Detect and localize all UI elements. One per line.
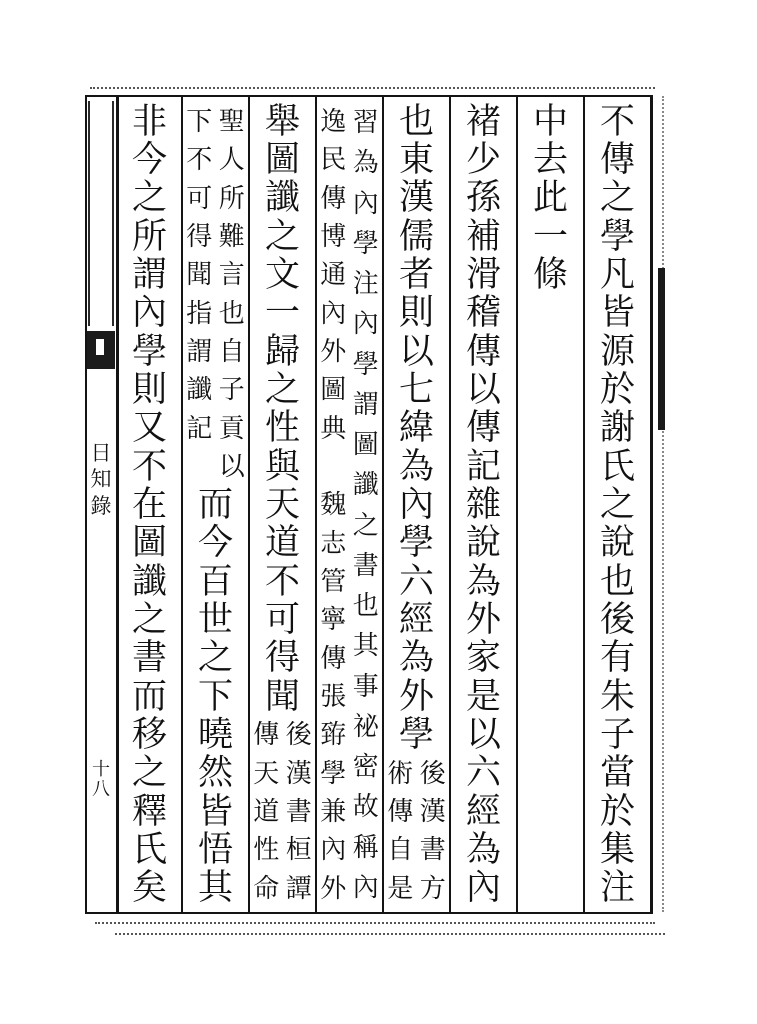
glyph: 後 [419,758,446,789]
fishtail-mark [87,331,115,369]
glyph: 傳 [387,797,414,828]
glyph: 為 [398,638,434,679]
glyph: 聞 [186,260,213,291]
glyph: 博 [320,222,347,253]
glyph: 世 [197,599,233,640]
main-text [250,103,315,716]
glyph: 管 [320,567,347,598]
glyph: 經 [465,791,501,832]
glyph: 之 [131,599,167,640]
glyph: 去 [532,139,568,180]
margin-strip [85,95,117,913]
annotation [183,103,248,486]
glyph: 皆 [599,293,635,334]
glyph: 者 [398,254,434,295]
glyph: 下 [197,676,233,717]
glyph: 圖 [264,139,300,180]
glyph: 術 [387,758,414,789]
text-column-4 [384,103,449,908]
glyph: 讖 [352,470,379,501]
glyph: 張 [320,682,347,713]
glyph: 寧 [320,605,347,636]
right-border [650,95,653,913]
glyph: 祕 [352,711,379,742]
glyph: 補 [465,216,501,257]
text-column-5 [317,103,382,908]
annotation-right-line [283,716,316,908]
glyph: 注 [599,868,635,909]
main-text [451,103,516,908]
glyph: 聖 [218,107,245,138]
glyph: 學 [352,228,379,259]
glyph: 書 [352,550,379,581]
main-text [118,103,181,908]
glyph: 孫 [465,178,501,219]
main-text [183,486,248,908]
glyph: 學 [398,523,434,564]
glyph: 學 [320,758,347,789]
glyph: 子 [599,714,635,755]
glyph: 然 [197,753,233,794]
glyph: 自 [387,835,414,866]
glyph: 桓 [285,835,312,866]
glyph: 氏 [599,446,635,487]
glyph: 典 [320,413,347,444]
glyph: 所 [131,216,167,257]
glyph: 讖 [131,561,167,602]
glyph: 非 [131,101,167,142]
glyph: 儒 [398,216,434,257]
glyph: 七 [398,369,434,410]
glyph: 以 [398,331,434,372]
glyph: 則 [131,369,167,410]
glyph: 漢 [419,797,446,828]
glyph: 今 [131,139,167,180]
glyph: 內 [352,309,379,340]
glyph: 十 [92,759,110,780]
glyph: 道 [264,523,300,564]
bottom-dotted-border-2 [115,933,665,935]
glyph: 臶 [320,720,347,751]
annotation [317,103,382,908]
glyph: 內 [320,298,347,329]
glyph: 密 [352,752,379,783]
glyph: 所 [218,183,245,214]
glyph: 子 [218,375,245,406]
glyph: 讖 [186,375,213,406]
glyph: 也 [352,591,379,622]
text-column-7 [183,103,248,908]
glyph: 外 [320,337,347,368]
annotation-right-line [216,103,249,486]
glyph: 是 [465,676,501,717]
glyph: 之 [131,178,167,219]
annotation-left-line [183,103,216,448]
top-dotted-border [90,87,655,89]
glyph: 雜 [465,484,501,525]
text-column-6 [250,103,315,908]
annotation-left-line-a [317,103,350,448]
glyph: 說 [599,523,635,564]
glyph: 不 [186,145,213,176]
glyph: 內 [398,484,434,525]
glyph: 志 [320,528,347,559]
glyph: 圖 [352,430,379,461]
glyph: 魏 [320,490,347,521]
glyph: 六 [465,753,501,794]
text-column-8 [118,103,181,908]
glyph: 謂 [131,254,167,295]
glyph: 滑 [465,254,501,295]
glyph: 謝 [599,408,635,449]
glyph: 有 [599,638,635,679]
glyph: 不 [599,101,635,142]
glyph: 則 [398,293,434,334]
glyph: 民 [320,145,347,176]
glyph: 也 [398,101,434,142]
annotation-right-line [417,755,450,908]
glyph: 朱 [599,676,635,717]
glyph: 注 [352,269,379,300]
glyph: 漢 [285,758,312,789]
glyph: 之 [352,510,379,541]
glyph: 外 [398,676,434,717]
glyph: 傳 [253,720,280,751]
glyph: 之 [599,178,635,219]
glyph: 今 [197,523,233,564]
glyph: 之 [197,638,233,679]
main-text [384,103,449,755]
glyph: 為 [398,446,434,487]
glyph: 道 [253,797,280,828]
text-column-2 [518,103,583,908]
glyph: 方 [419,873,446,904]
glyph: 少 [465,139,501,180]
glyph: 緯 [398,408,434,449]
margin-book-title [87,440,115,520]
glyph: 學 [599,216,635,257]
glyph: 移 [131,714,167,755]
annotation-gap [317,448,350,486]
glyph: 學 [131,331,167,372]
glyph: 天 [253,758,280,789]
glyph: 不 [264,561,300,602]
glyph: 可 [186,183,213,214]
text-column-3 [451,103,516,908]
glyph: 不 [131,446,167,487]
glyph: 褚 [465,101,501,142]
glyph: 內 [465,868,501,909]
glyph: 通 [320,260,347,291]
main-text [585,103,650,908]
glyph: 言 [218,260,245,291]
glyph: 為 [352,148,379,179]
glyph: 內 [352,188,379,219]
glyph: 釋 [131,791,167,832]
glyph: 內 [131,293,167,334]
glyph: 皆 [197,791,233,832]
glyph: 之 [264,369,300,410]
glyph: 在 [131,484,167,525]
glyph: 學 [398,714,434,755]
glyph: 書 [285,797,312,828]
glyph: 後 [285,720,312,751]
glyph: 自 [218,337,245,368]
glyph: 之 [264,216,300,257]
glyph: 外 [465,599,501,640]
annotation-left-line [250,716,283,908]
glyph: 錄 [90,494,112,519]
glyph: 故 [352,792,379,823]
glyph: 傳 [599,139,635,180]
glyph: 聞 [264,676,300,717]
glyph: 可 [264,599,300,640]
bottom-dotted-border [95,922,655,924]
glyph: 源 [599,331,635,372]
glyph: 漢 [398,178,434,219]
annotation-right-line [350,103,383,908]
glyph: 八 [92,779,110,800]
glyph: 一 [264,293,300,334]
glyph: 條 [532,254,568,295]
glyph: 氏 [131,829,167,870]
glyph: 曉 [197,714,233,755]
glyph: 得 [264,638,300,679]
glyph: 日 [90,440,112,465]
glyph: 以 [218,452,245,483]
glyph: 說 [465,523,501,564]
glyph: 外 [320,873,347,904]
annotation-left-stack [317,103,350,908]
glyph: 內 [320,835,347,866]
glyph: 稱 [352,832,379,863]
glyph: 學 [352,349,379,380]
glyph: 書 [131,638,167,679]
glyph: 難 [218,222,245,253]
glyph: 傳 [465,408,501,449]
glyph: 傳 [465,331,501,372]
glyph: 後 [599,599,635,640]
annotation-left-stack [183,103,216,486]
glyph: 性 [253,835,280,866]
glyph: 兼 [320,797,347,828]
annotation [384,755,449,908]
glyph: 人 [218,145,245,176]
glyph: 記 [186,413,213,444]
main-text [518,103,583,295]
glyph: 圖 [320,375,347,406]
glyph: 稽 [465,293,501,334]
glyph: 得 [186,222,213,253]
glyph: 而 [131,676,167,717]
glyph: 謂 [186,337,213,368]
glyph: 為 [465,561,501,602]
glyph: 其 [197,868,233,909]
glyph: 集 [599,829,635,870]
glyph: 文 [264,254,300,295]
glyph: 書 [419,835,446,866]
glyph: 知 [90,467,112,492]
glyph: 以 [465,369,501,410]
bottom-border [85,912,653,914]
glyph: 命 [253,873,280,904]
annotation-left-line-b [317,486,350,908]
glyph: 其 [352,631,379,662]
glyph: 性 [264,408,300,449]
glyph: 歸 [264,331,300,372]
glyph: 六 [398,561,434,602]
text-column-1 [585,103,650,908]
glyph: 下 [186,107,213,138]
glyph: 又 [131,408,167,449]
annotation-left-line [384,755,417,908]
right-edge-dots [662,96,664,912]
annotation [250,716,315,908]
glyph: 當 [599,753,635,794]
glyph: 記 [465,446,501,487]
glyph: 中 [532,101,568,142]
glyph: 逸 [320,107,347,138]
glyph: 矣 [131,868,167,909]
glyph: 以 [465,714,501,755]
glyph: 之 [131,753,167,794]
glyph: 指 [186,298,213,329]
glyph: 傳 [320,183,347,214]
glyph: 謂 [352,389,379,420]
page-number [87,760,115,800]
glyph: 傳 [320,643,347,674]
glyph: 為 [465,829,501,870]
glyph: 圖 [131,523,167,564]
glyph: 也 [599,561,635,602]
glyph: 與 [264,446,300,487]
glyph: 而 [197,484,233,525]
glyph: 舉 [264,101,300,142]
glyph: 譚 [285,873,312,904]
glyph: 悟 [197,829,233,870]
glyph: 凡 [599,254,635,295]
glyph: 天 [264,484,300,525]
glyph: 內 [352,872,379,903]
glyph: 東 [398,139,434,180]
glyph: 於 [599,791,635,832]
glyph: 貢 [218,413,245,444]
top-border [85,95,653,97]
glyph: 讖 [264,178,300,219]
glyph: 習 [352,108,379,139]
glyph: 一 [532,216,568,257]
glyph: 家 [465,638,501,679]
glyph: 是 [387,873,414,904]
glyph: 之 [599,484,635,525]
glyph: 此 [532,178,568,219]
right-edge-bar [658,268,665,430]
glyph: 於 [599,369,635,410]
glyph: 經 [398,599,434,640]
glyph: 也 [218,298,245,329]
margin-header-box [88,101,114,326]
glyph: 百 [197,561,233,602]
glyph: 事 [352,671,379,702]
